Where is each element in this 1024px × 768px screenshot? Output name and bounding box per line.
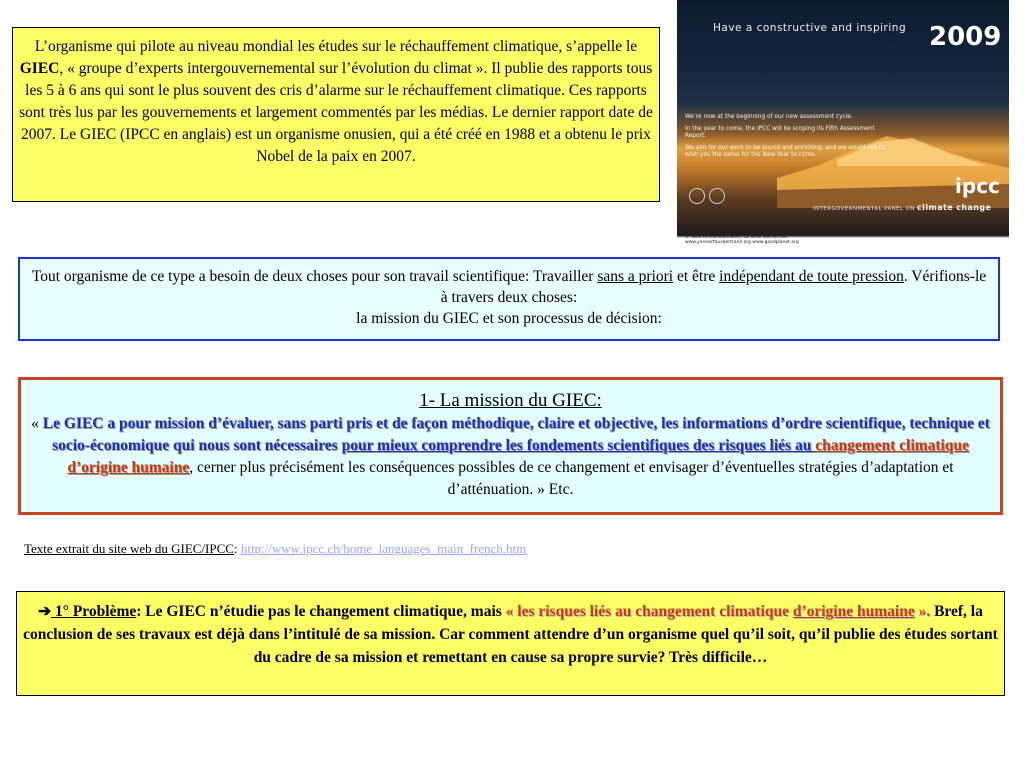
panel-suffix: climate change	[917, 203, 992, 212]
giec-bold: GIEC	[19, 60, 60, 77]
poster-credit	[685, 229, 866, 246]
req-underline-2: indépendant de toute pression	[719, 268, 904, 285]
poster-message-line: We’re now at the beginning of our new assessment cycle.	[685, 114, 853, 120]
mission-box	[18, 377, 1003, 515]
ipcc-logo: ipcc	[955, 174, 1000, 198]
mission-open-quote: «	[31, 415, 43, 432]
mission-red-text: changement climatique d’origine humaine	[67, 437, 969, 476]
poster-message-line: In the year to come, the IPCC will be scoping its Fifth Assessment Report.	[685, 125, 875, 139]
source-line	[24, 541, 526, 557]
arrow-icon: ➔	[38, 603, 52, 620]
credit-line: © Yann Arthus-Bertrand / La Terre vue du ciel	[685, 234, 788, 240]
req-text-3: . Vérifions-le à travers deux choses:	[440, 268, 987, 306]
req-text-2: et être	[673, 268, 720, 285]
poster-message	[685, 114, 885, 164]
problem-red-2: d’origine humaine	[792, 603, 915, 620]
intro-text-1: L’organisme qui pilote au niveau mondial les études sur le réchauffement climatique, s’appelle le	[34, 38, 638, 55]
problem-label: 1° Problème	[51, 603, 137, 620]
problem-box	[16, 591, 1005, 696]
source-sep: :	[233, 541, 241, 556]
req-text-1: Tout organisme de ce type a besoin de deux choses pour son travail scientifique: Travailler	[31, 268, 598, 285]
mission-rest-text: , cerner plus précisément les conséquences possibles de ce changement et envisager d’éventuelles stratégies d’adaptation et d’atténuation. » Etc.	[189, 459, 954, 498]
mission-bold-text: Le GIEC a pour mission d’évaluer, sans parti pris et de façon méthodique, claire et objective, les informations d’ordre scientifique, technique et socio-économique qui nous sont nécessaires	[42, 415, 990, 454]
problem-red-3: ».	[914, 603, 931, 620]
unep-emblem-icon	[709, 188, 725, 204]
problem-red-1: « les risques liés au changement climatique	[505, 603, 793, 620]
req-text-4: la mission du GIEC et son processus de décision:	[356, 310, 662, 327]
ipcc-panel-name	[813, 203, 991, 212]
requirements-box	[18, 257, 1000, 341]
poster-year: 2009	[929, 22, 1002, 52]
mission-underlined-text: pour mieux comprendre les fondements scientifiques des risques liés au	[341, 437, 816, 454]
ipcc-greeting-poster	[677, 0, 1009, 256]
mission-heading: 1- La mission du GIEC:	[419, 390, 602, 411]
panel-prefix: INTERGOVERNMENTAL PANEL ON	[813, 206, 915, 212]
req-underline-1: sans a priori	[597, 268, 674, 285]
problem-text-1: : Le GIEC n’étudie pas le changement climatique, mais	[136, 603, 506, 620]
source-link[interactable]: http://www.ipcc.ch/home_languages_main_french.htm	[240, 541, 527, 556]
giec-intro-box	[12, 27, 660, 202]
intro-text-2: , « groupe d’experts intergouvernemental sur l’évolution du climat ». Il publie des rapports tous les 5 à 6 ans qui sont le plus souvent des cris d’alarme sur le réchauffement climatique. Ces rapports sont très lus par les gouvernements et largement commentés par les médias. Le dernier rapport date de 2007. Le GIEC (IPCC en anglais) est un organisme onusien, qui a été créé en 1988 et a obtenu le prix Nobel de la paix en 2007.	[19, 60, 653, 165]
problem-text-2: Bref, la conclusion de ses travaux est déjà dans l’intitulé de sa mission. Car comment attendre d’un organisme quel qu’il soit, qu’il publie des études sortant du cadre de sa mission et remettant en cause sa propre survie? Très difficile…	[23, 603, 998, 666]
wmo-unep-emblems	[689, 188, 729, 212]
source-label: Texte extrait du site web du GIEC/IPCC	[24, 541, 234, 556]
poster-message-line: We aim for our work to be sound and enriching, and we would like to wish you the same for the New Year to come.	[685, 144, 885, 158]
credit-line: Ross sea ice and Mount Erebus, McMurdo Sound, Antarctica (77°50'S, 165°00'E)	[685, 229, 866, 234]
poster-tagline: Have a constructive and inspiring	[713, 22, 907, 34]
wmo-emblem-icon	[689, 188, 705, 204]
credit-line: www.yannarthusbertrand.org www.goodplanet.org	[685, 240, 799, 245]
